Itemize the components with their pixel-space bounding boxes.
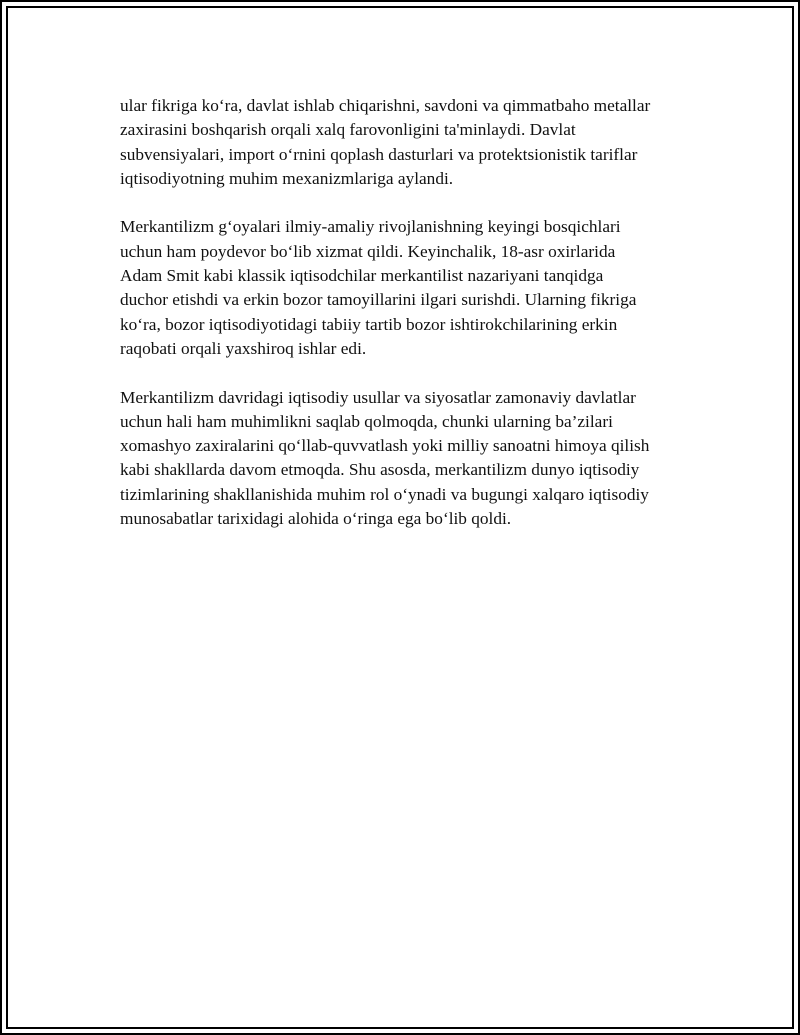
text-line: munosabatlar tarixidagi alohida o‘ringa ega bo‘lib qoldi. [120, 509, 512, 529]
text-line: uchun ham poydevor bo‘lib xizmat qildi. Keyinchalik, 18-asr oxirlarida [120, 241, 616, 261]
text-line: ular fikriga ko‘ra, davlat ishlab chiqarishni, savdoni va qimmatbaho metallar [120, 96, 651, 115]
text-line: zaxirasini boshqarish orqali xalq farovonligini ta'minlaydi. Davlat [120, 120, 576, 140]
text-line: xomashyo zaxiralarini qo‘llab-quvvatlash yoki milliy sanoatni himoya qilish [120, 436, 650, 456]
paragraph-3 [120, 386, 700, 532]
text-line: Adam Smit kabi klassik iqtisodchilar merkantilist nazariyani tanqidga [120, 266, 604, 286]
text-line: subvensiyalari, import o‘rnini qoplash dasturlari va protektsionistik tariflar [120, 144, 638, 164]
text-line: duchor etishdi va erkin bozor tamoyillarini ilgari surishdi. Ularning fikriga [120, 290, 637, 310]
paragraph-2 [120, 215, 700, 361]
text-line: Merkantilizm g‘oyalari ilmiy-amaliy rivojlanishning keyingi bosqichlari [120, 217, 621, 237]
text-line: iqtisodiyotning muhim mexanizmlariga aylandi. [120, 168, 454, 188]
text-line: uchun hali ham muhimlikni saqlab qolmoqda, chunki ularning ba’zilari [120, 411, 613, 431]
text-line: raqobati orqali yaxshiroq ishlar edi. [120, 338, 367, 358]
text-line: Merkantilizm davridagi iqtisodiy usullar va siyosatlar zamonaviy davlatlar [120, 387, 636, 407]
document-body [120, 94, 700, 556]
text-line: ko‘ra, bozor iqtisodiyotidagi tabiiy tartib bozor ishtirokchilarining erkin [120, 314, 618, 334]
paragraph-1 [120, 94, 700, 191]
text-line: kabi shakllarda davom etmoqda. Shu asosda, merkantilizm dunyo iqtisodiy [120, 460, 640, 480]
text-line: tizimlarining shakllanishida muhim rol o‘ynadi va bugungi xalqaro iqtisodiy [120, 484, 649, 504]
